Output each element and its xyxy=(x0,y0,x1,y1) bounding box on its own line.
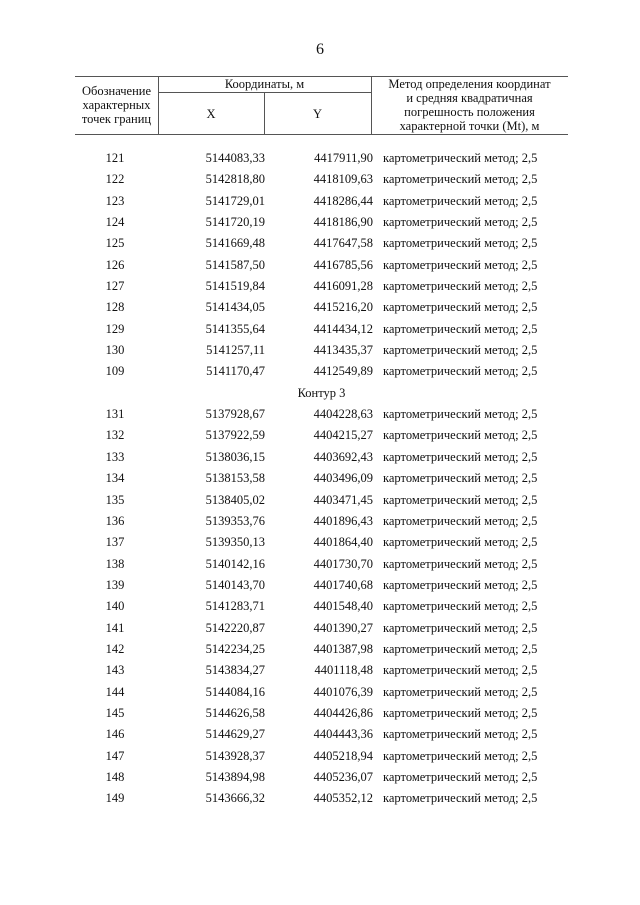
point-id: 138 xyxy=(105,556,125,571)
x-value: 5143666,32 xyxy=(205,791,265,806)
table-row xyxy=(75,512,568,533)
method-value: картометрический метод; 2,5 xyxy=(383,428,538,443)
y-value: 4401896,43 xyxy=(313,513,373,528)
y-value: 4404426,86 xyxy=(313,705,373,720)
x-value: 5144083,33 xyxy=(205,151,265,165)
x-value: 5137928,67 xyxy=(205,407,265,422)
header-method-label: Метод определения координат и средняя квадратичная погрешность положения характерной точки (Mt), м xyxy=(388,77,551,133)
x-value: 5139350,13 xyxy=(205,535,265,550)
table-row xyxy=(75,426,568,447)
x-value: 5141170,47 xyxy=(206,364,265,379)
y-value: 4416091,28 xyxy=(313,279,373,294)
method-value: картометрический метод; 2,5 xyxy=(383,535,538,550)
method-value: картометрический метод; 2,5 xyxy=(383,684,538,699)
table-row xyxy=(75,234,568,255)
y-value: 4413435,37 xyxy=(313,343,373,358)
rows-group-a xyxy=(75,149,568,384)
header-bottom-rule xyxy=(75,134,568,135)
y-value: 4405236,07 xyxy=(313,769,373,784)
point-id: 133 xyxy=(105,449,125,464)
method-value: картометрический метод; 2,5 xyxy=(383,769,538,784)
x-value: 5140143,70 xyxy=(205,577,265,592)
table-row xyxy=(75,533,568,554)
method-value: картометрический метод; 2,5 xyxy=(383,449,538,464)
point-id: 140 xyxy=(105,599,125,614)
point-id: 137 xyxy=(105,535,125,550)
x-value: 5144629,27 xyxy=(205,727,265,742)
table-row xyxy=(75,170,568,191)
table-row xyxy=(75,491,568,512)
y-value: 4403471,45 xyxy=(313,492,373,507)
y-value: 4401548,40 xyxy=(313,599,373,614)
y-value: 4401740,68 xyxy=(313,577,373,592)
point-id: 142 xyxy=(105,641,125,656)
x-value: 5137922,59 xyxy=(205,428,265,443)
point-id: 121 xyxy=(105,151,125,165)
y-value: 4401864,40 xyxy=(313,535,373,550)
table-row xyxy=(75,256,568,277)
point-id: 128 xyxy=(105,300,125,315)
x-value: 5144084,16 xyxy=(205,684,265,699)
method-value: картометрический метод; 2,5 xyxy=(383,279,538,294)
table-row xyxy=(75,320,568,341)
table-body xyxy=(75,149,568,811)
method-value: картометрический метод; 2,5 xyxy=(383,300,538,315)
table-row xyxy=(75,149,568,170)
point-id: 146 xyxy=(105,727,125,742)
y-value: 4405218,94 xyxy=(313,748,373,763)
point-id: 131 xyxy=(105,407,125,422)
method-value: картометрический метод; 2,5 xyxy=(383,620,538,635)
table-row xyxy=(75,298,568,319)
point-id: 125 xyxy=(105,236,125,251)
section-label: Контур 3 xyxy=(297,385,346,400)
table-row xyxy=(75,640,568,661)
method-value: картометрический метод; 2,5 xyxy=(383,407,538,422)
x-value: 5139353,76 xyxy=(205,513,265,528)
x-value: 5138405,02 xyxy=(205,492,265,507)
table-row xyxy=(75,661,568,682)
method-value: картометрический метод; 2,5 xyxy=(383,492,538,507)
y-value: 4401387,98 xyxy=(313,641,373,656)
table-row xyxy=(75,704,568,725)
point-id: 148 xyxy=(105,769,125,784)
y-value: 4405352,12 xyxy=(313,791,373,806)
table-row xyxy=(75,277,568,298)
table-row xyxy=(75,789,568,810)
header-x-label: X xyxy=(206,107,216,121)
point-id: 135 xyxy=(105,492,125,507)
x-value: 5143894,98 xyxy=(205,769,265,784)
y-value: 4418109,63 xyxy=(313,172,373,187)
x-value: 5143928,37 xyxy=(205,748,265,763)
x-value: 5141720,19 xyxy=(205,215,265,230)
method-value: картометрический метод; 2,5 xyxy=(383,663,538,678)
point-id: 123 xyxy=(105,193,125,208)
point-id: 122 xyxy=(105,172,125,187)
x-value: 5138153,58 xyxy=(205,471,265,486)
x-value: 5142818,80 xyxy=(205,172,265,187)
header-point-label: Обозначение характерных точек границ xyxy=(81,84,152,126)
table-row xyxy=(75,576,568,597)
method-value: картометрический метод; 2,5 xyxy=(383,215,538,230)
x-value: 5143834,27 xyxy=(205,663,265,678)
x-value: 5141355,64 xyxy=(205,321,265,336)
method-value: картометрический метод; 2,5 xyxy=(383,236,538,251)
y-value: 4417647,58 xyxy=(313,236,373,251)
page-number: 6 xyxy=(316,41,324,58)
y-value: 4412549,89 xyxy=(313,364,373,379)
x-value: 5141257,11 xyxy=(206,343,265,358)
method-value: картометрический метод; 2,5 xyxy=(383,641,538,656)
x-value: 5141729,01 xyxy=(205,193,265,208)
x-value: 5141283,71 xyxy=(205,599,265,614)
table-row xyxy=(75,683,568,704)
point-id: 143 xyxy=(105,663,125,678)
y-value: 4401076,39 xyxy=(313,684,373,699)
method-value: картометрический метод; 2,5 xyxy=(383,343,538,358)
x-value: 5142220,87 xyxy=(205,620,265,635)
y-value: 4404215,27 xyxy=(313,428,373,443)
table-row xyxy=(75,555,568,576)
y-value: 4418186,90 xyxy=(313,215,373,230)
rows-group-b xyxy=(75,405,568,811)
point-id: 147 xyxy=(105,748,125,763)
method-value: картометрический метод; 2,5 xyxy=(383,257,538,272)
point-id: 144 xyxy=(105,684,125,699)
table-row xyxy=(75,192,568,213)
y-value: 4401390,27 xyxy=(313,620,373,635)
table-row xyxy=(75,362,568,383)
point-id: 127 xyxy=(105,279,125,294)
method-value: картометрический метод; 2,5 xyxy=(383,599,538,614)
y-value: 4401118,48 xyxy=(314,663,373,678)
y-value: 4414434,12 xyxy=(313,321,373,336)
table-row xyxy=(75,405,568,426)
table-row xyxy=(75,469,568,490)
method-value: картометрический метод; 2,5 xyxy=(383,705,538,720)
method-value: картометрический метод; 2,5 xyxy=(383,556,538,571)
y-value: 4415216,20 xyxy=(313,300,373,315)
table-row xyxy=(75,619,568,640)
method-value: картометрический метод; 2,5 xyxy=(383,513,538,528)
method-value: картометрический метод; 2,5 xyxy=(383,791,538,806)
method-value: картометрический метод; 2,5 xyxy=(383,151,538,165)
method-value: картометрический метод; 2,5 xyxy=(383,748,538,763)
table-row xyxy=(75,768,568,789)
point-id: 109 xyxy=(105,364,125,379)
table-row xyxy=(75,213,568,234)
y-value: 4416785,56 xyxy=(313,257,373,272)
x-value: 5141519,84 xyxy=(205,279,265,294)
method-value: картометрический метод; 2,5 xyxy=(383,727,538,742)
method-value: картометрический метод; 2,5 xyxy=(383,471,538,486)
x-value: 5142234,25 xyxy=(205,641,265,656)
x-value: 5141669,48 xyxy=(205,236,265,251)
point-id: 141 xyxy=(105,620,125,635)
x-value: 5140142,16 xyxy=(205,556,265,571)
header-coords-label: Координаты, м xyxy=(224,77,305,91)
point-id: 124 xyxy=(105,215,125,230)
table-row xyxy=(75,725,568,746)
x-value: 5138036,15 xyxy=(205,449,265,464)
y-value: 4404443,36 xyxy=(313,727,373,742)
method-value: картометрический метод; 2,5 xyxy=(383,172,538,187)
x-value: 5141587,50 xyxy=(205,257,265,272)
point-id: 145 xyxy=(105,705,125,720)
point-id: 149 xyxy=(105,791,125,806)
table-header xyxy=(75,76,568,134)
method-value: картометрический метод; 2,5 xyxy=(383,364,538,379)
point-id: 139 xyxy=(105,577,125,592)
point-id: 126 xyxy=(105,257,125,272)
method-value: картометрический метод; 2,5 xyxy=(383,193,538,208)
x-value: 5141434,05 xyxy=(205,300,265,315)
x-value: 5144626,58 xyxy=(205,705,265,720)
header-y-label: Y xyxy=(312,107,323,121)
table-row xyxy=(75,448,568,469)
y-value: 4401730,70 xyxy=(313,556,373,571)
y-value: 4403692,43 xyxy=(313,449,373,464)
y-value: 4417911,90 xyxy=(314,151,373,165)
y-value: 4418286,44 xyxy=(313,193,373,208)
table-row xyxy=(75,341,568,362)
y-value: 4404228,63 xyxy=(313,407,373,422)
table-row xyxy=(75,597,568,618)
table-row xyxy=(75,747,568,768)
method-value: картометрический метод; 2,5 xyxy=(383,577,538,592)
point-id: 130 xyxy=(105,343,125,358)
y-value: 4403496,09 xyxy=(313,471,373,486)
point-id: 134 xyxy=(105,471,125,486)
method-value: картометрический метод; 2,5 xyxy=(383,321,538,336)
point-id: 129 xyxy=(105,321,125,336)
point-id: 136 xyxy=(105,513,125,528)
point-id: 132 xyxy=(105,428,125,443)
